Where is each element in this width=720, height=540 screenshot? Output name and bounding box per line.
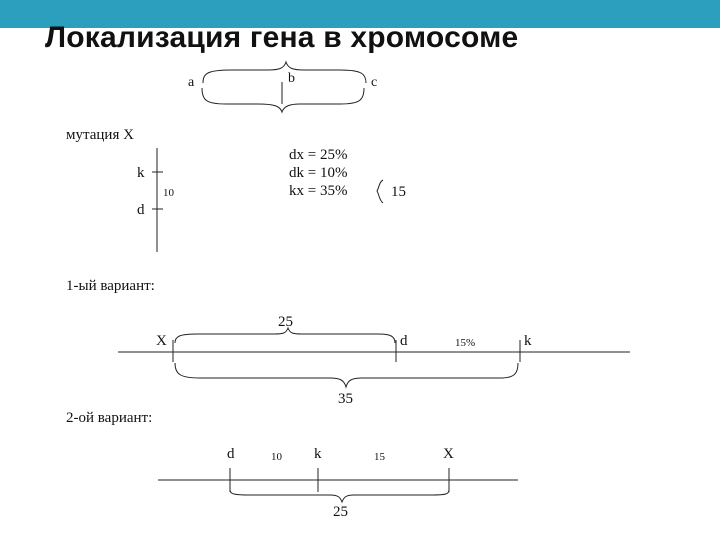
v2-label-k: k	[314, 446, 322, 462]
brace-value-15: 15	[391, 184, 406, 200]
v1-brace-bottom	[175, 363, 518, 387]
freq-kx: kx = 35%	[289, 183, 348, 199]
freq-dk: dk = 10%	[289, 165, 348, 181]
v1-label-d: d	[400, 333, 408, 349]
v2-label-d: d	[227, 446, 235, 462]
v2-val-dk: 10	[271, 451, 282, 463]
v2-heading: 2-ой вариант:	[66, 410, 153, 426]
label-c: c	[371, 75, 378, 90]
v1-label-x: X	[156, 333, 167, 349]
v2-bottom-value: 25	[333, 504, 348, 520]
v1-label-k: k	[524, 333, 532, 349]
mutation-label-d: d	[137, 202, 145, 218]
mutation-label-k: k	[137, 165, 145, 181]
v2-brace-bottom	[230, 490, 449, 502]
v1-heading: 1-ый вариант:	[66, 278, 155, 294]
brace-ab-bottom	[202, 88, 364, 112]
v2-val-kx: 15	[374, 451, 385, 463]
v1-bottom-value: 35	[338, 391, 353, 407]
label-a: a	[188, 75, 195, 90]
freq-dx: dx = 25%	[289, 147, 348, 163]
brace-ab-top	[203, 62, 366, 83]
mutation-heading: мутация X	[66, 127, 134, 143]
brace-15	[377, 180, 383, 203]
label-b: b	[288, 71, 295, 86]
v2-label-x: X	[443, 446, 454, 462]
page-title: Локализация гена в хромосоме	[45, 21, 519, 54]
mutation-small-value: 10	[163, 187, 174, 199]
v1-mid-value: 15%	[455, 337, 476, 349]
v1-top-value: 25	[278, 314, 293, 330]
v1-brace-top	[175, 328, 395, 343]
